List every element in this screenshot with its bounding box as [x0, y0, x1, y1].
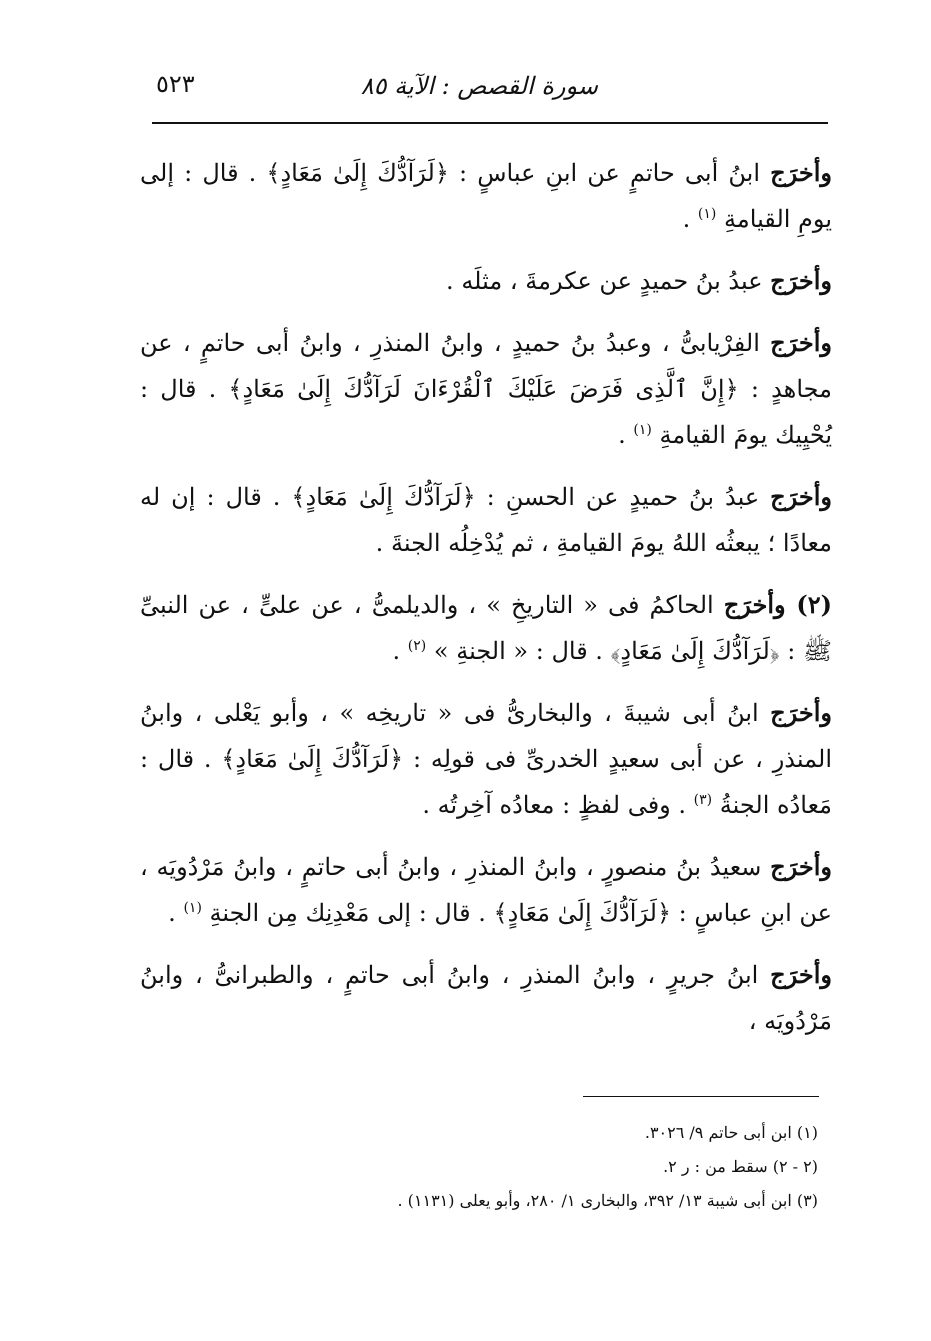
body-text — [140, 150, 832, 1060]
paragraph-lead: وأخرَج — [770, 266, 832, 295]
footnote-ref: (٢) — [407, 638, 427, 654]
paragraph-text: عبدُ بنُ حميدٍ عن الحسنِ : ﴿لَرَآدُّكَ إِلَىٰ مَعَادٍ﴾ . قال : إن له معادًا ؛ يبعثُه اللهُ يومَ القيامةِ ، ثم يُدْخِلُه الجنةَ — [140, 483, 832, 557]
paragraph-text: سعيدُ بنُ منصورٍ ، وابنُ المنذرِ ، وابنُ أبى حاتمٍ ، وابنُ مَرْدُويَه ، عن ابنِ عباسٍ : ﴿لَرَآدُّكَ إِلَىٰ مَعَادٍ﴾ . قال : إلى مَعْدِنِك مِن الجنةِ — [140, 853, 832, 927]
paragraph-lead: وأخرَج — [770, 482, 832, 511]
paragraph-2 — [140, 258, 832, 304]
paragraph-text: ابنُ جريرٍ ، وابنُ المنذرِ ، وابنُ أبى حاتمٍ ، والطبرانىُّ ، وابنُ مَرْدُويَه ، — [140, 961, 832, 1035]
paragraph-text: الفِرْيابىُّ ، وعبدُ بنُ حميدٍ ، وابنُ المنذرِ ، وابنُ أبى حاتمٍ ، عن مجاهدٍ : ﴿إِنَّ ٱلَّذِى فَرَضَ عَلَيْكَ ٱلْقُرْءَانَ لَرَآدُّكَ إِلَىٰ مَعَادٍ﴾ . قال : يُحْيِيك يومَ القيامةِ — [140, 329, 832, 449]
footnote-ref: (١) — [633, 422, 652, 438]
footnote-3: (٣) ابن أبى شيبة ١٣/ ٣٩٢، والبخارى ١/ ٢٨٠، وأبو يعلى (١١٣١) . — [397, 1191, 818, 1210]
paragraph-tail: . — [392, 637, 401, 665]
footnote-ref: (١) — [183, 900, 202, 916]
paragraph-4 — [140, 474, 832, 566]
page-header — [152, 62, 828, 124]
paragraph-tail: . — [168, 899, 176, 927]
footnote-1: (١) ابن أبى حاتم ٩/ ٣٠٢٦. — [644, 1123, 818, 1142]
paragraph-text: عبدُ بنُ حميدٍ عن عكرمةَ ، مثلَه — [461, 267, 763, 295]
paragraph-tail: . — [375, 529, 384, 557]
footnote-ref: (٣) — [693, 792, 713, 808]
footnote-divider — [583, 1096, 819, 1097]
page-number: ٥٢٣ — [156, 70, 195, 98]
footnote-ref: (١) — [697, 206, 717, 222]
paragraph-text: ابنُ أبى حاتمٍ عن ابنِ عباسٍ : ﴿لَرَآدُّكَ إِلَىٰ مَعَادٍ﴾ . قال : إلى يومِ القيامةِ — [140, 159, 832, 233]
paragraph-1 — [140, 150, 832, 242]
footnote-2: (٢ - ٢) سقط من : ر ٢. — [663, 1157, 818, 1176]
paragraph-tail: . — [682, 205, 691, 233]
paragraph-lead: وأخرَج — [770, 158, 832, 187]
paragraph-3 — [140, 320, 832, 458]
paragraph-tail: . — [618, 421, 626, 449]
paragraph-lead: وأخرَج — [770, 960, 832, 989]
paragraph-tail: . وفى لفظٍ : معادُه آخِرتُه . — [422, 791, 687, 819]
paragraph-tail: . — [446, 267, 454, 295]
paragraph-lead: وأخرَج — [770, 328, 832, 357]
paragraph-text: الحاكمُ فى « التاريخِ » ، والديلمىُّ ، عن علىٍّ ، عن النبىِّ ﷺ : ﴿لَرَآدُّكَ إِلَىٰ مَعَادٍ﴾ . قال : « الجنةِ » — [140, 591, 832, 665]
paragraph-lead: وأخرَج — [770, 698, 832, 727]
paragraph-text: ابنُ أبى شيبةَ ، والبخارىُّ فى « تاريخِه » ، وأبو يَعْلى ، وابنُ المنذرِ ، عن أبى سعيدٍ الخدرىِّ فى قولِه : ﴿لَرَآدُّكَ إِلَىٰ مَعَادٍ﴾ . قال : مَعادُه الجنةُ — [140, 699, 832, 819]
footnotes — [140, 1116, 818, 1218]
paragraph-lead: (٢) وأخرَج — [723, 590, 833, 619]
paragraph-5 — [140, 582, 832, 674]
paragraph-7 — [140, 844, 832, 936]
running-title: سورة القصص : الآية ٨٥ — [360, 72, 598, 100]
paragraph-6 — [140, 690, 832, 828]
paragraph-8 — [140, 952, 832, 1044]
paragraph-lead: وأخرَج — [770, 852, 832, 881]
